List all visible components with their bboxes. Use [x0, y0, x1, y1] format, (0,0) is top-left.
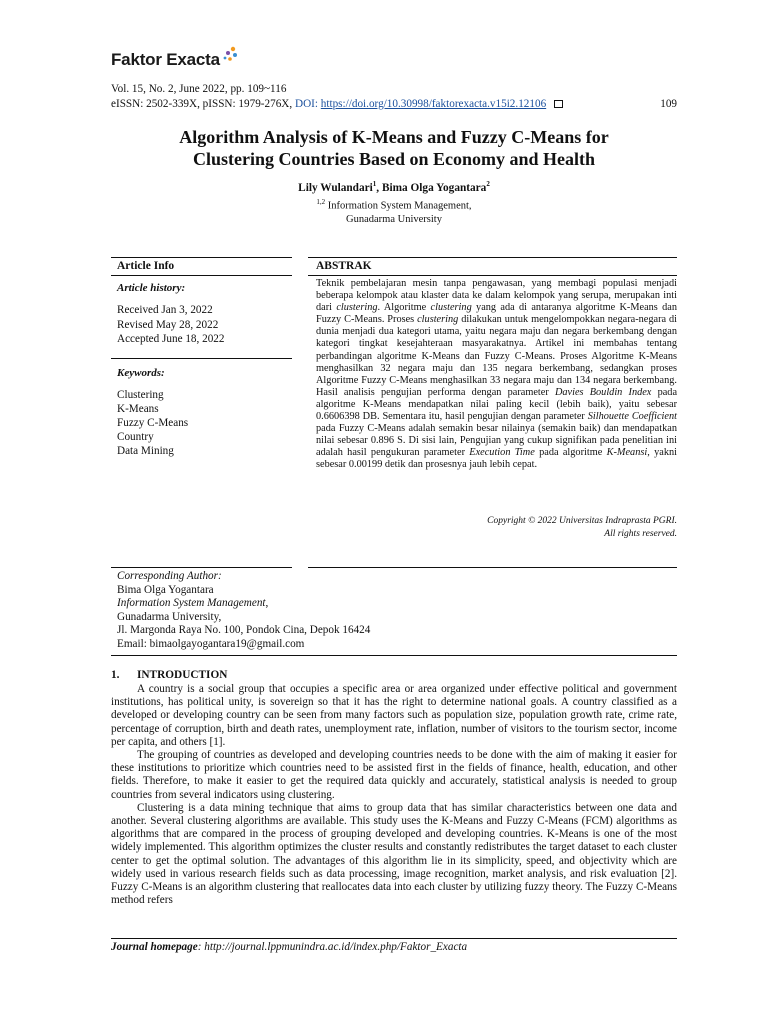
corresponding-address: Jl. Margonda Raya No. 100, Pondok Cina, Depok 16424 [117, 624, 371, 637]
journal-brand [111, 50, 239, 70]
doi-label: DOI: [294, 98, 321, 110]
corresponding-author: Corresponding Author: Bima Olga Yogantara Information System Management, Gunadarma University, Jl. Margonda Raya No. 100, Pondok Cina, Depok 16424 Email: bimaolgayogantara19@gmail.com [117, 570, 371, 650]
section-heading-introduction: 1. INTRODUCTION [111, 669, 228, 681]
received-date: Received Jan 3, 2022 [117, 304, 213, 316]
article-info-bottom-rule [111, 567, 292, 568]
paragraph: A country is a social group that occupies a specific area or area organized under effective political and government institutions, has political unity, is sovereign so that it has the right to determine national goals. A country classified as a developed or developing country can be seen from many factors such as population size, population growth rate, crime rate, percentage of corruption, birth and death rates, unemployment rate, inflation, number of visitors to the tourism sector, income per capita, and others [1]. [111, 683, 677, 748]
copyright-notice: Copyright © 2022 Universitas Indraprasta PGRI. All rights reserved. [487, 516, 677, 539]
journal-logo-icon [223, 46, 239, 64]
revised-date: Revised May 28, 2022 [117, 318, 219, 331]
page-number: 109 [660, 98, 677, 110]
author-2: Bima Olga Yogantara [381, 181, 487, 194]
journal-homepage-footer: Journal homepage: http://journal.lppmunindra.ac.id/index.php/Faktor_Exacta [111, 941, 468, 953]
paragraph: The grouping of countries as developed and developing countries needs to be done with the aim of making it easier for these institutions to prioritize which countries need to be assisted first in the fields of finance, health, education, and other fields. Therefore, to make it easier to get the required data quickly and accurately, statistical analysis is needed to group countries from several indicators using clustering. [111, 749, 677, 801]
publication-meta [111, 82, 677, 112]
journal-homepage-link[interactable]: : http://journal.lppmunindra.ac.id/index.php/Faktor_Exacta [197, 941, 468, 953]
authors: Lily Wulandari$^1$, Bima Olga Yogantara$^2$ [298, 180, 490, 194]
corresponding-university: Gunadarma University, [117, 610, 222, 623]
article-info-rule-2 [111, 358, 292, 359]
journal-name: Faktor Exacta [111, 50, 220, 69]
keyword: Clustering [117, 389, 164, 401]
affiliation: $^{1,2}$ Information System Management, Gunadarma University [111, 196, 677, 226]
corresponding-email: Email: bimaolgayogantara19@gmail.com [117, 637, 305, 650]
abstract-text: Teknik pembelajaran mesin tanpa pengawasan, yang membagi populasi menjadi beberapa kelompok atau klaster data ke dalam kelompok yang serupa, merupakan inti dari clustering. Algoritme clustering yang ada di antaranya algoritme K-Means dan Fuzzy C-Means. Proses clustering dilakukan untuk mengelompokkan negara-negara di dunia menjadi dua kategori utama, yaitu negara maju dan negara berkembang dengan kategori tingkat kesejahteraan masyarakatnya. Artikel ini membahas tentang perbandingan algoritme K-Means dan Fuzzy C-Means. Proses Algoritme K-Means menghasilkan 32 negara maju dan 135 negara berkembang, sedangkan proses Algoritme Fuzzy C-Means menghasilkan 33 negara maju dan 134 negara berkembang. Hasil analisis pengujian performa dengan parameter Davies Bouldin Index pada algoritme K-Means mendapatkan nilai paling kecil (lebih baik), yaitu sebesar 0.6606398 DB. Sementara itu, hasil pengujian dengan parameter Silhouette Coefficient pada Fuzzy C-Means adalah semakin besar nilainya (semakin baik) dan mendapatkan nilai sebesar 0.896 S. Di sisi lain, Pengujian yang cukup signifikan pada penelitian ini adalah hasil pengukuran parameter Execution Time pada algoritme K-Meansi, yakni sebesar 0.00199 detik dan prosesnya jauh lebih cepat. [316, 278, 678, 471]
corresponding-dept: Information System Management [117, 597, 266, 610]
article-history-heading: Article history: [117, 282, 186, 294]
footer-rule [111, 938, 677, 939]
accepted-date: Accepted June 18, 2022 [117, 333, 225, 346]
keywords-list [117, 388, 188, 458]
title-line-1: Algorithm Analysis of K-Means and Fuzzy C-Means for [179, 127, 609, 147]
doi-link[interactable]: https://doi.org/10.30998/faktorexacta.v15i2.12106 [320, 98, 547, 110]
abstract-bottom-rule [308, 567, 677, 568]
abstract-rule-1 [308, 275, 677, 276]
issn-doi-line [111, 97, 677, 112]
corresponding-bottom-rule [111, 655, 677, 656]
volume-line: Vol. 15, No. 2, June 2022, pp. 109~116 [111, 83, 287, 95]
keywords-heading: Keywords: [117, 367, 165, 379]
keyword: Fuzzy C-Means [117, 417, 189, 429]
title-line-2: Clustering Countries Based on Economy and Health [192, 149, 596, 169]
corresponding-name: Bima Olga Yogantara [117, 583, 214, 596]
author-1: Lily Wulandari [298, 181, 373, 194]
keyword: Data Mining [117, 445, 174, 457]
affiliation-line-2: Gunadarma University [346, 213, 442, 225]
document-icon [554, 100, 563, 108]
article-history [117, 303, 225, 347]
paper-title [111, 126, 677, 170]
paragraph: Clustering is a data mining technique that aims to group data that has similar characteristics between one data and another. Several clustering algorithms are available. This study uses the K-Means and Fuzzy C-Means (FCM) algorithms as algorithms that are compared in the process of grouping developed and developing countries. K-Means is one of the most widely implemented. This algorithm optimizes the cluster results and constantly redistributes the target dataset to each cluster center to get the optimal solution. The advantages of this algorithm lie in its simplicity, speed, and objectivity which are widely used in various research fields such as data processing, image recognition, market analysis, and risk evaluation [2]. Fuzzy C-Means is an algorithm clustering that reallocates data into each cluster by utilizing fuzzy theory. The Fuzzy C-Means method refers [111, 801, 677, 907]
abstract-top-rule [308, 257, 677, 258]
abstract-heading: ABSTRAK [316, 260, 372, 272]
article-info-rule-1 [111, 275, 292, 276]
affiliation-line-1: Information System Management, [325, 200, 472, 212]
article-info-top-rule [111, 257, 292, 258]
corresponding-heading: Corresponding Author: [117, 570, 222, 582]
introduction-body [111, 683, 677, 907]
issn-text: eISSN: 2502-339X, pISSN: 1979-276X, [111, 98, 295, 110]
keyword: Country [117, 431, 154, 443]
article-info-heading: Article Info [117, 260, 175, 272]
keyword: K-Means [117, 403, 159, 415]
